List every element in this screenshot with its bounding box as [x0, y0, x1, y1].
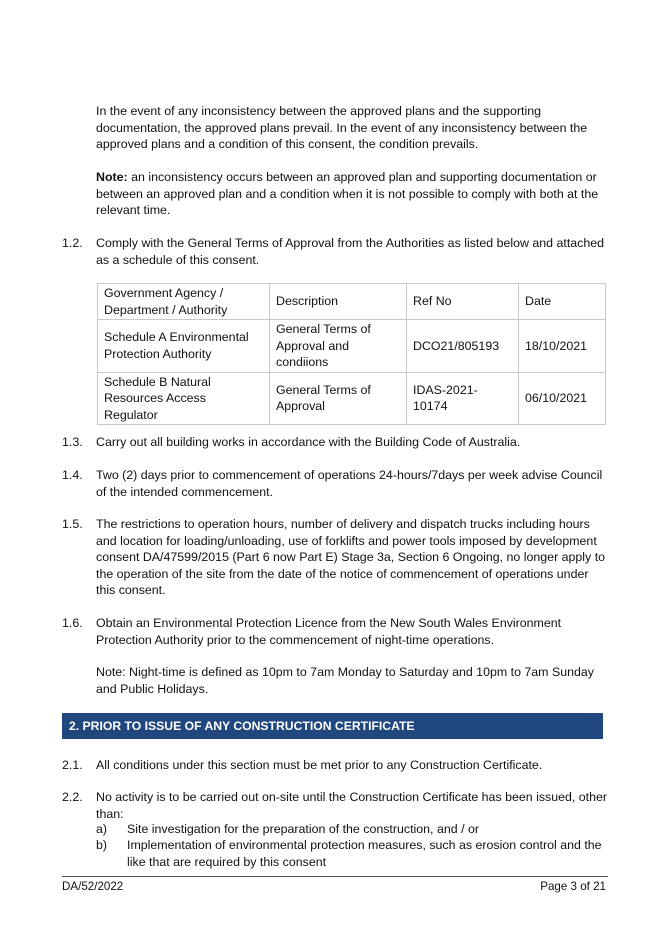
condition-text: No activity is to be carried out on-site until the Construction Certificate has been issued, other than: — [96, 790, 608, 821]
condition-text: Comply with the General Terms of Approval from the Authorities as listed below and attached as a schedule of this consent. — [96, 236, 605, 267]
condition-text: All conditions under this section must be met prior to any Construction Certificate. — [96, 758, 543, 772]
footer-divider — [62, 876, 608, 877]
note-text: an inconsistency occurs between an approved plan and supporting documentation or between an approved plan and a condition when it is not possible to comply with both at the relevant time. — [96, 170, 599, 217]
cell-ref-no: IDAS-2021-10174 — [407, 372, 519, 425]
condition-number: 1.2. — [62, 236, 83, 250]
authorities-table — [97, 283, 606, 425]
table-row — [98, 372, 606, 425]
cell-agency: Schedule B Natural Resources Access Regulator — [98, 372, 270, 425]
cell-description: General Terms of Approval — [270, 372, 407, 425]
cell-ref-no: DCO21/805193 — [407, 320, 519, 373]
condition-text: The restrictions to operation hours, number of delivery and dispatch trucks including hours and location for loading/unloading, use of forklifts and power tools imposed by development consent DA/47599/2015 (Part 6 now Part E) Stage 3a, Section 6 Ongoing, no longer apply to the operation of the site from the date of the notice of commencement of operations under this consent. — [96, 517, 606, 597]
condition-number: 2.2. — [62, 790, 83, 804]
subitem-letter: b) — [96, 838, 108, 852]
note-paragraph — [96, 169, 611, 219]
section-heading-banner: 2. PRIOR TO ISSUE OF ANY CONSTRUCTION CERTIFICATE — [62, 713, 603, 739]
condition-number: 1.5. — [62, 517, 83, 531]
subitem-text: Implementation of environmental protection measures, such as erosion control and the like that are required by this consent — [127, 838, 602, 869]
note-label: Note: — [96, 170, 128, 184]
header-ref-no: Ref No — [407, 284, 519, 320]
cell-date: 18/10/2021 — [519, 320, 606, 373]
condition-number: 2.1. — [62, 758, 83, 772]
cell-date: 06/10/2021 — [519, 372, 606, 425]
condition-text: Obtain an Environmental Protection Licence from the New South Wales Environment Protection Authority prior to the commencement of night-time operations. — [96, 616, 562, 647]
header-date: Date — [519, 284, 606, 320]
footer-doc-ref: DA/52/2022 — [62, 880, 124, 893]
cell-agency: Schedule A Environmental Protection Authority — [98, 320, 270, 373]
subitem-letter: a) — [96, 822, 108, 836]
condition-text: Two (2) days prior to commencement of operations 24-hours/7days per week advise Council of the intended commencement. — [96, 468, 603, 499]
condition-text: Carry out all building works in accordance with the Building Code of Australia. — [96, 435, 521, 449]
cell-description: General Terms of Approval and condiions — [270, 320, 407, 373]
table-row — [98, 320, 606, 373]
header-description: Description — [270, 284, 407, 320]
night-time-note: Note: Night-time is defined as 10pm to 7am Monday to Saturday and 10pm to 7am Sunday and Public Holidays. — [96, 665, 594, 696]
table-header-row — [98, 284, 606, 320]
condition-number: 1.4. — [62, 468, 83, 482]
footer-page-number: Page 3 of 21 — [540, 880, 606, 893]
condition-number: 1.6. — [62, 616, 83, 630]
header-agency: Government Agency / Department / Authority — [98, 284, 270, 320]
subitem-text: Site investigation for the preparation of the construction, and / or — [127, 822, 479, 836]
inconsistency-paragraph: In the event of any inconsistency between the approved plans and the supporting documentation, the approved plans prevail. In the event of any inconsistency between the approved plans and a condition of this consent, the condition prevails. — [96, 104, 588, 151]
condition-number: 1.3. — [62, 435, 83, 449]
